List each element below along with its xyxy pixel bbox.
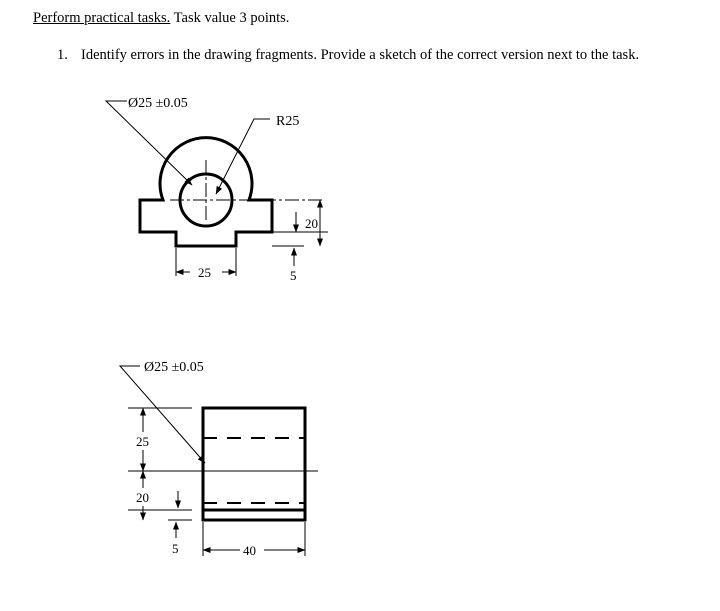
bottom-diameter-label: Ø25 ±0.05 — [144, 360, 204, 375]
top-diameter-label: Ø25 ±0.05 — [128, 96, 188, 111]
bottom-diameter-leader — [120, 366, 205, 463]
bottom-drawing — [120, 360, 318, 558]
top-drawing — [106, 96, 328, 283]
bottom-dim-20-label: 20 — [136, 490, 149, 505]
header-underlined: Perform practical tasks. — [33, 10, 171, 26]
bottom-dim-40-label: 40 — [243, 543, 256, 558]
top-diameter-leader — [106, 101, 192, 185]
header-rest: Task value 3 points. — [170, 10, 290, 26]
top-dim-5-label: 5 — [290, 268, 297, 283]
task-number: 1. — [57, 47, 68, 63]
task-text: Identify errors in the drawing fragments. Provide a sketch of the correct version next to the task. — [81, 47, 640, 63]
top-dim-20-label: 20 — [305, 216, 318, 231]
bottom-dim-25-label: 25 — [136, 434, 149, 449]
top-dim-25-label: 25 — [198, 265, 211, 280]
bottom-dim-5-label: 5 — [172, 541, 179, 556]
top-radius-label: R25 — [276, 114, 300, 129]
